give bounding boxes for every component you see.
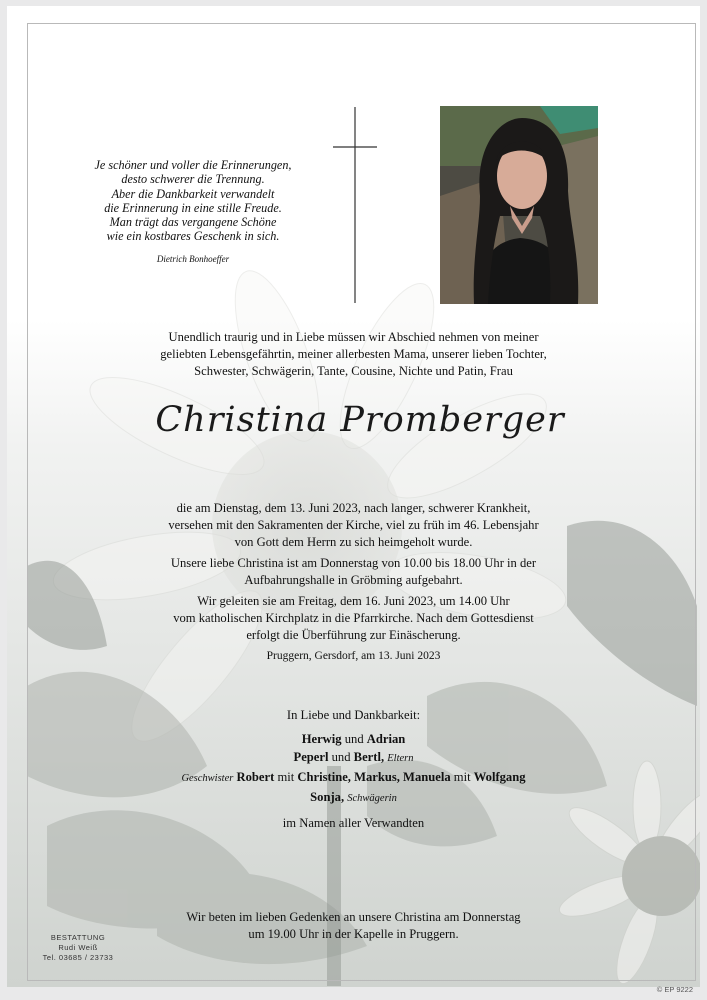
signoff-header: In Liebe und Dankbarkeit:	[286, 708, 421, 722]
viewing-line: Unsere liebe Christina ist am Donnerstag von 10.00 bis 18.00 Uhr in der	[170, 556, 537, 570]
quote-block	[80, 158, 306, 266]
family-name: Robert	[236, 770, 275, 784]
quote-line: Man trägt das vergangene Schöne	[109, 215, 277, 230]
intro-line: geliebten Lebensgefährtin, meiner allerbesten Mama, unserer lieben Tochter,	[160, 347, 547, 361]
prayer-line: um 19.00 Uhr in der Kapelle in Pruggern.	[248, 927, 459, 941]
death-notice	[120, 500, 587, 551]
prayer-line: Wir beten im lieben Gedenken an unsere Christina am Donnerstag	[186, 910, 521, 924]
connector: mit	[453, 770, 471, 784]
funeral-line: erfolgt die Überführung zur Einäscherung.	[246, 628, 461, 642]
signoff-row	[120, 768, 587, 788]
funeral-home-info	[38, 933, 118, 963]
funeral-line: Wir geleiten sie am Freitag, dem 16. Juni 2023, um 14.00 Uhr	[197, 594, 510, 608]
connector: und	[331, 750, 351, 764]
ep-code: © EP 9222	[656, 985, 693, 994]
funeral-home-phone: Tel. 03685 / 23733	[42, 953, 114, 962]
viewing-info	[120, 555, 587, 589]
signoff-row	[120, 748, 587, 768]
intro-line: Unendlich traurig und in Liebe müssen wir Abschied nehmen von meiner	[168, 330, 539, 344]
funeral-home-name: Rudi Weiß	[58, 943, 98, 952]
signoff-block	[120, 706, 587, 832]
intro-text	[100, 329, 607, 380]
funeral-line: vom katholischen Kirchplatz in die Pfarrkirche. Nach dem Gottesdienst	[173, 611, 534, 625]
family-name: Peperl	[293, 750, 329, 764]
quote-line: die Erinnerung in eine stille Freude.	[104, 200, 282, 215]
relation-label: Eltern	[387, 753, 414, 764]
signoff-row	[120, 788, 587, 808]
funeral-info	[120, 593, 587, 644]
quote-line: Je schöner und voller die Erinnerungen,	[94, 158, 292, 172]
notice-line: von Gott dem Herrn zu sich heimgeholt wurde.	[234, 535, 473, 549]
family-name: Christine, Markus, Manuela	[297, 770, 451, 784]
cross-icon	[333, 107, 377, 303]
place-date: Pruggern, Gersdorf, am 13. Juni 2023	[266, 650, 441, 662]
signoff-footer: im Namen aller Verwandten	[282, 816, 425, 830]
deceased-name: Christina Promberger	[155, 400, 565, 440]
quote-line: Aber die Dankbarkeit verwandelt	[111, 186, 275, 201]
viewing-line: Aufbahrungshalle in Gröbming aufgebahrt.	[244, 573, 463, 587]
signoff-row	[120, 730, 587, 748]
quote-line: wie ein kostbares Geschenk in sich.	[106, 229, 280, 244]
quote-author: Dietrich Bonhoeffer	[156, 253, 230, 264]
family-name: Wolfgang	[473, 770, 526, 784]
notice-line: versehen mit den Sakramenten der Kirche, viel zu früh im 46. Lebensjahr	[168, 518, 539, 532]
funeral-home-label: BESTATTUNG	[50, 933, 106, 942]
family-name: Herwig	[301, 732, 342, 746]
relation-label: Geschwister	[181, 773, 234, 784]
relation-label: Schwägerin	[347, 793, 397, 804]
family-name: Sonja,	[310, 790, 345, 804]
intro-line: Schwester, Schwägerin, Tante, Cousine, Nichte und Patin, Frau	[194, 364, 513, 378]
portrait-photo	[440, 106, 598, 304]
family-name: Adrian	[366, 732, 406, 746]
family-name: Bertl,	[353, 750, 385, 764]
quote-line: desto schwerer die Trennung.	[121, 172, 265, 187]
connector: mit	[277, 770, 295, 784]
notice-line: die am Dienstag, dem 13. Juni 2023, nach langer, schwerer Krankheit,	[176, 501, 531, 515]
connector: und	[344, 732, 364, 746]
prayer-info	[120, 909, 587, 943]
